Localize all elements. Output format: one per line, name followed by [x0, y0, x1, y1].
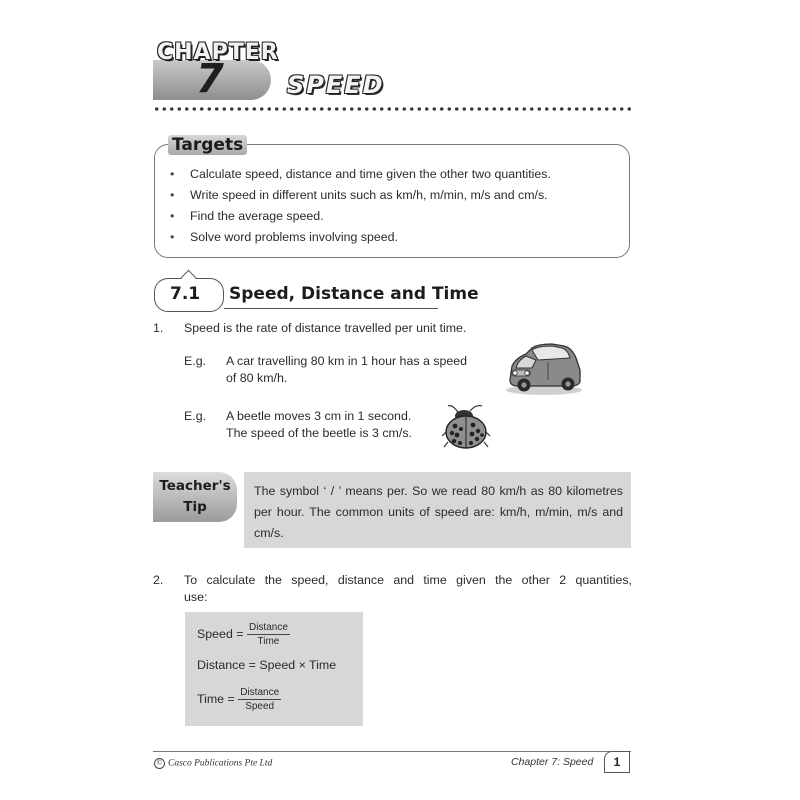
point-1-number: 1.	[153, 321, 164, 335]
targets-list	[170, 166, 551, 250]
target-item	[170, 166, 551, 187]
time-denominator: Speed	[245, 701, 275, 712]
target-text: Write speed in different units such as km/h, m/min, m/s and cm/s.	[190, 188, 548, 202]
time-numerator: Distance	[240, 687, 280, 698]
section-title: Speed, Distance and Time	[229, 284, 479, 304]
teachers-tip-label-line-2: Tip	[183, 499, 207, 515]
footer-publisher	[154, 758, 272, 769]
point-1-text: Speed is the rate of distance travelled per unit time.	[184, 321, 467, 335]
time-formula	[197, 686, 281, 713]
teachers-tip-box: The symbol ‘ / ’ means per. So we read 80 km/h as 80 kilometres per hour. The common units of speed are: km/h, m/min, m/s and cm/s.	[244, 472, 631, 548]
bullet-icon: •	[170, 209, 175, 223]
chapter-title: SPEED	[287, 71, 385, 99]
dotted-divider	[153, 106, 631, 112]
time-formula-lhs: Time =	[197, 691, 235, 706]
target-text: Find the average speed.	[190, 209, 324, 223]
speed-formula-lhs: Speed =	[197, 626, 244, 641]
bullet-icon: •	[170, 230, 175, 244]
target-item	[170, 187, 551, 208]
publisher-name: Casco Publications Pte Ltd	[168, 758, 273, 769]
target-item	[170, 229, 551, 250]
teachers-tip-tab	[153, 472, 237, 522]
point-2-line-2: use:	[184, 590, 208, 604]
bullet-icon: •	[170, 188, 175, 202]
target-text: Calculate speed, distance and time given the other two quantities.	[190, 167, 551, 181]
distance-formula: Distance = Speed × Time	[197, 658, 337, 672]
bullet-icon: •	[170, 167, 175, 181]
speed-denominator: Time	[257, 636, 280, 647]
example-2-line-2: The speed of the beetle is 3 cm/s.	[226, 426, 412, 440]
footer-chapter-ref: Chapter 7: Speed	[511, 756, 594, 768]
section-number: 7.1	[170, 284, 201, 304]
speed-formula	[197, 621, 290, 648]
example-1-line-2: of 80 km/h.	[226, 371, 288, 385]
car-icon	[502, 340, 586, 396]
point-2-line-1: To calculate the speed, distance and time given the other 2 quantities,	[184, 573, 632, 587]
speed-numerator: Distance	[248, 622, 288, 633]
ladybug-icon	[440, 402, 492, 452]
targets-label: Targets	[168, 135, 247, 155]
copyright-icon: ©	[154, 758, 165, 769]
speed-fraction	[247, 621, 290, 648]
example-2-label: E.g.	[184, 409, 207, 423]
chapter-number: 7	[196, 56, 224, 102]
section-underline	[224, 308, 438, 309]
footer-rule	[153, 751, 631, 752]
example-1-label: E.g.	[184, 354, 207, 368]
teachers-tip-label-line-1: Teacher's	[159, 478, 231, 494]
target-text: Solve word problems involving speed.	[190, 230, 398, 244]
target-item	[170, 208, 551, 229]
formula-box	[185, 612, 363, 726]
chapter-word: CHAPTER	[157, 40, 279, 65]
time-fraction	[238, 686, 281, 713]
example-2-line-1: A beetle moves 3 cm in 1 second.	[226, 409, 412, 423]
page-number: 1	[604, 751, 630, 773]
point-2-number: 2.	[153, 573, 164, 587]
example-1-line-1: A car travelling 80 km in 1 hour has a speed	[226, 354, 468, 368]
